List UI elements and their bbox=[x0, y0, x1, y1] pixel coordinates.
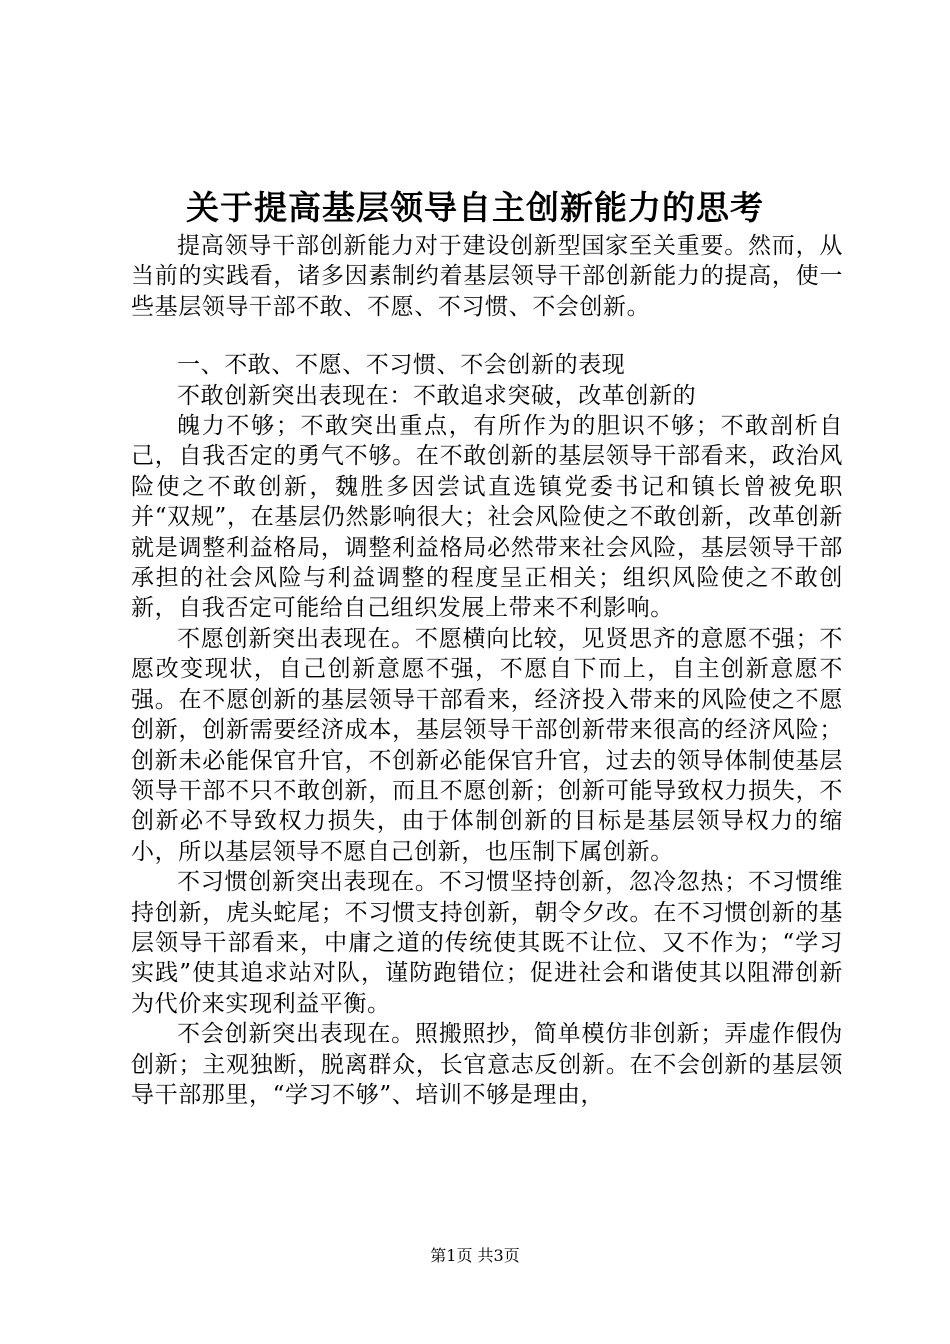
unwilling-paragraph: 不愿创新突出表现在。不愿横向比较，见贤思齐的意愿不强；不愿改变现状，自己创新意愿不强，不愿自下而上，自主创新意愿不强。在不愿创新的基层领导干部看来，经济投入带来的风险使之不愿创新，创新需要经济成本，基层领导干部创新带来很高的经济风险；创新未必能保官升官，不创新必能保官升官，过去的领导体制使基层领导干部不只不敢创新，而且不愿创新；创新可能导致权力损失，不创新必不导致权力损失，由于体制创新的目标是基层领导权力的缩小，所以基层领导不愿自己创新，也压制下属创新。 bbox=[131, 625, 843, 865]
section-heading: 一、不敢、不愿、不习惯、不会创新的表现 bbox=[177, 352, 626, 379]
dare-lead-paragraph: 不敢创新突出表现在：不敢追求突破，改革创新的 bbox=[177, 382, 697, 409]
unable-paragraph: 不会创新突出表现在。照搬照抄，简单模仿非创新；弄虚作假伪创新；主观独断，脱离群众，长官意志反创新。在不会创新的基层领导干部那里，“学习不够”、培训不够是理由， bbox=[131, 1021, 843, 1108]
document-body bbox=[131, 231, 843, 1110]
dare-body-paragraph: 魄力不够；不敢突出重点，有所作为的胆识不够；不敢剖析自己，自我否定的勇气不够。在不敢创新的基层领导干部看来，政治风险使之不敢创新，魏胜多因尝试直选镇党委书记和镇长曾被免职并“双规”，在基层仍然影响很大；社会风险使之不敢创新，改革创新就是调整利益格局，调整利益格局必然带来社会风险，基层领导干部承担的社会风险与利益调整的程度呈正相关；组织风险使之不敢创新，自我否定可能给自己组织发展上带来不利影响。 bbox=[131, 413, 843, 622]
unaccustomed-paragraph: 不习惯创新突出表现在。不习惯坚持创新，忽冷忽热；不习惯维持创新，虎头蛇尾；不习惯支持创新，朝令夕改。在不习惯创新的基层领导干部看来，中庸之道的传统使其既不让位、又不作为；“学习实践”使其追求站对队，谨防跑错位；促进社会和谐使其以阻滞创新为代价来实现利益平衡。 bbox=[131, 869, 843, 1017]
document-title: 关于提高基层领导自主创新能力的思考 bbox=[186, 188, 764, 227]
intro-paragraph: 提高领导干部创新能力对于建设创新型国家至关重要。然而，从当前的实践看，诸多因素制约着基层领导干部创新能力的提高，使一些基层领导干部不敢、不愿、不习惯、不会创新。 bbox=[131, 233, 843, 320]
page-footer: 第1页 共3页 bbox=[430, 1246, 520, 1265]
